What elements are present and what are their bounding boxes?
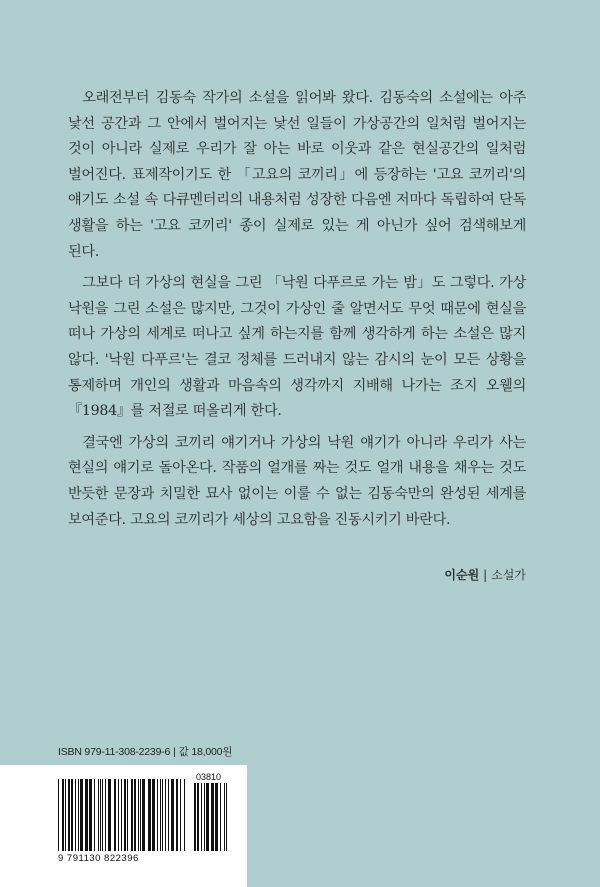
barcode-bar	[134, 779, 136, 851]
barcode-bar	[80, 779, 83, 851]
blurb-byline	[444, 566, 526, 583]
barcode-main-digits: 9 791130 822396	[58, 853, 139, 864]
barcode-bar	[62, 779, 64, 851]
barcode-bar	[176, 779, 178, 851]
barcode-bar	[100, 779, 101, 851]
barcode-bar	[140, 779, 141, 851]
barcode-bar	[165, 779, 166, 851]
barcode-bar	[204, 783, 205, 851]
barcode-graphic	[0, 765, 247, 887]
barcode-bar	[226, 783, 227, 851]
barcode-bar	[215, 783, 218, 851]
isbn-separator: |	[173, 746, 176, 758]
blurb-paragraph-2: 그보다 더 가상의 현실을 그린 「낙원 다푸르로 가는 밤」도 그렇다. 가상 낙원을 그린 소설은 많지만, 그것이 가상인 줄 알면서도 무엇 때문에 현실을 떠나 가상의 세계로 떠나고 싶게 하는지를 함께 생각하게 하는 소설은 많지 않다. '낙원 다푸르'는 결코 정체를 드러내지 않는 감시의 눈이 모든 상황을 통제하며 개인의 생활과 마음속의 생각까지 지배해 나가는 조지 오웰의 『1984』를 저절로 떠올리게 한다.	[68, 275, 526, 420]
isbn-number: ISBN 979-11-308-2239-6	[58, 746, 171, 758]
barcode-bar	[118, 779, 119, 851]
byline-separator: |	[483, 568, 488, 582]
barcode-panel	[0, 765, 247, 887]
barcode-bar	[148, 779, 151, 851]
barcode-bar	[131, 779, 133, 851]
barcode-bar	[220, 783, 221, 851]
barcode-bar	[138, 779, 139, 851]
barcode-bar	[65, 779, 66, 851]
blurb-paragraph-1: 오래전부터 김동숙 작가의 소설을 읽어봐 왔다. 김동숙의 소설에는 아주 낯선 공간과 그 안에서 벌어지는 낯선 일들이 가상공간의 일처럼 벌어지는 것이 아니라 실제로 우리가 잘 아는 바로 이웃과 같은 현실공간의 일처럼 벌어진다. 표제작이기도 한 「고요의 코끼리」에 등장하는 '고요 코끼리'의 얘기도 소설 속 다큐멘터리의 내용처럼 성장한 다음엔 저마다 독립하여 단독 생활을 하는 '고요 코끼리' 종이 실제로 있는 게 아닌가 싶어 검색해보게 된다.	[68, 90, 526, 260]
barcode-bar	[211, 783, 214, 851]
blurb-paragraph-3: 결국엔 가상의 코끼리 얘기거나 가상의 낙원 얘기가 아니라 우리가 사는 현실의 얘기로 돌아온다. 작품의 얼개를 짜는 것도 얼개 내용을 채우는 것도 반듯한 문장과 치밀한 묘사 없이는 이룰 수 없는 김동숙만의 완성된 세계를 보여준다. 고요의 코끼리가 세상의 고요함을 진동시키기 바란다.	[68, 434, 526, 528]
barcode-bar	[98, 779, 99, 851]
barcode-bar	[152, 779, 155, 851]
barcode-bar	[124, 779, 126, 851]
barcode-bar	[162, 779, 163, 851]
barcode-bar	[89, 779, 92, 851]
barcode-bar	[180, 779, 181, 851]
back-cover-blurb	[68, 86, 526, 539]
barcode-bar	[94, 779, 95, 851]
barcode-bar	[201, 783, 202, 851]
barcode-addon-digits: 03810	[196, 772, 222, 782]
barcode-bar	[184, 779, 185, 851]
barcode-bar	[85, 779, 88, 851]
barcode-bar	[108, 779, 111, 851]
barcode-bar	[197, 783, 199, 851]
barcode-bar	[160, 779, 161, 851]
barcode-bar	[168, 779, 169, 851]
barcode-bar	[121, 779, 122, 851]
isbn-price-line	[58, 744, 232, 759]
barcode-bar	[171, 779, 174, 851]
barcode-bar	[75, 779, 76, 851]
barcode-bar	[71, 779, 73, 851]
barcode-bar	[68, 779, 70, 851]
barcode-bar	[194, 783, 196, 851]
barcode-bar	[142, 779, 145, 851]
barcode-bar	[157, 779, 158, 851]
barcode-bar	[58, 779, 59, 851]
barcode-bar	[224, 783, 225, 851]
price: 값 18,000원	[178, 746, 233, 758]
author-name: 이순원	[444, 568, 480, 582]
barcode-bar	[206, 783, 209, 851]
barcode-bar	[114, 779, 116, 851]
barcode-bar	[127, 779, 128, 851]
barcode-bar	[102, 779, 103, 851]
barcode-bar	[105, 779, 106, 851]
author-role: 소설가	[491, 568, 526, 582]
barcode-bar	[78, 779, 79, 851]
